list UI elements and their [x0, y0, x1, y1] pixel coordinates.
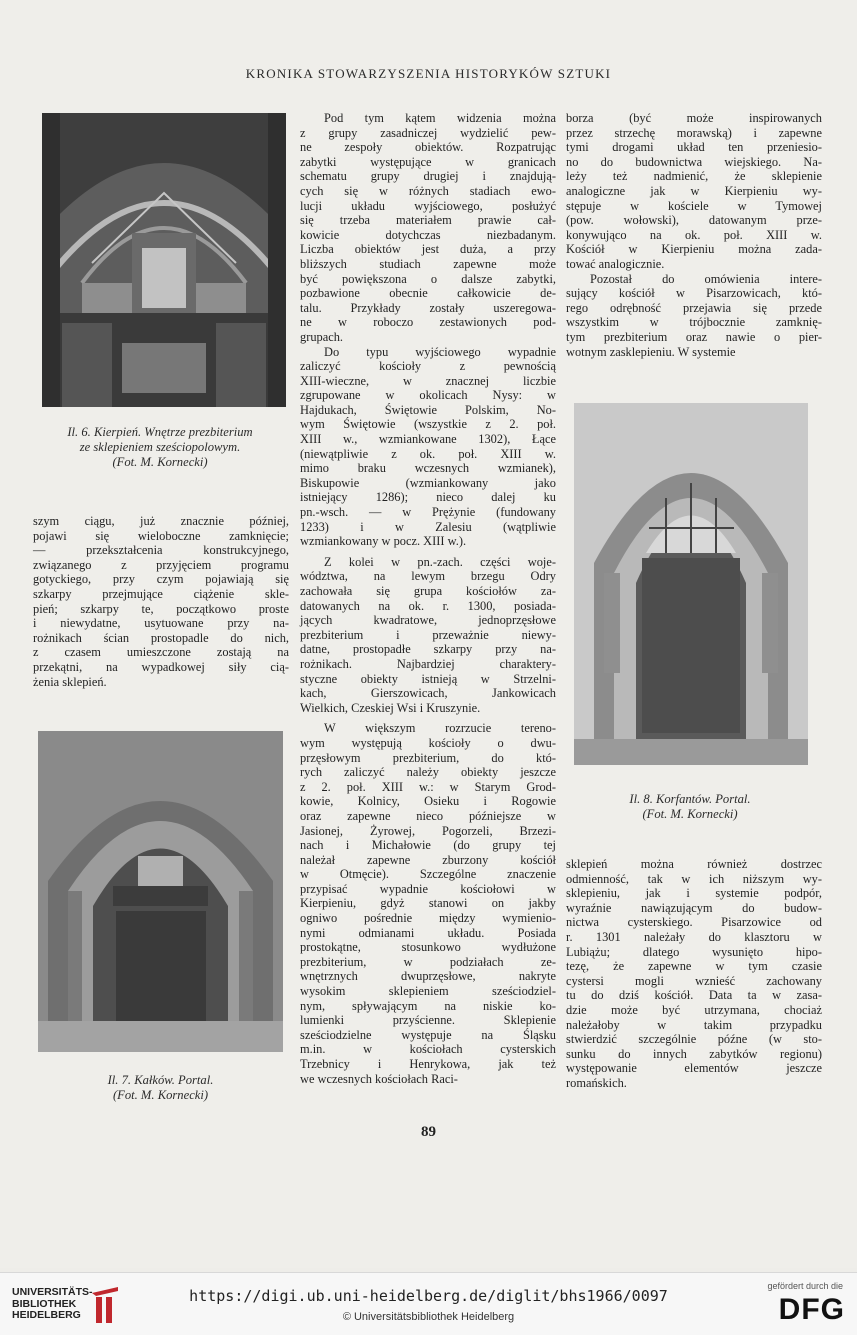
text-line: datne, prostopadłe szkarpy przy na-	[300, 642, 556, 657]
text-line: dzie może być utrzymana, chociaż	[566, 1002, 822, 1017]
text-line: sujący kościół w Pisarzowicach, któ-	[566, 286, 822, 301]
text-line: się trzeba materiałem prawie cał-	[300, 213, 556, 228]
right-column-top-text	[566, 111, 822, 359]
text-line: gotyckiego, przy czym pojawiają się	[33, 572, 289, 587]
text-line: m.in. w kościołach cysterskich	[300, 1042, 556, 1057]
text-line: wnętrznych dwuprzęsłowe, nakryte	[300, 969, 556, 984]
text-line: — przekształcenia konstrukcyjnego,	[33, 543, 289, 558]
caption-fig7	[38, 1073, 283, 1103]
text-line: wszystkim w trójbocznie zamknię-	[566, 315, 822, 330]
text-line: istniejący 1286); nieco dalej ku	[300, 490, 556, 505]
text-line: zachowała się grupa kościołów za-	[300, 584, 556, 598]
text-line: być powiększona o dalsze zabytki,	[300, 271, 556, 286]
text-line: kach, Gierszowicach, Jankowicach	[300, 686, 556, 701]
text-line: cystersi mogli wznieść zachowany	[566, 973, 822, 988]
text-line: Lubiążu; dlatego wysunięto hipo-	[566, 944, 822, 959]
text-line: należał zapewne zburzony kościół	[300, 852, 556, 867]
text-line: nictwa cysterskiego. Pisarzowice od	[566, 915, 822, 930]
text-line: przypisać wypadnie kościołowi w	[300, 881, 556, 896]
text-line: w Otmęcie). Szczególne znaczenie	[300, 867, 556, 882]
footer-bar	[0, 1272, 857, 1335]
text-line: mimo braku wczesnych wzmianek),	[300, 461, 556, 476]
text-line: ne zespoły obiektów. Rozpatrując	[300, 140, 556, 155]
text-line: Jasionej, Żyrowej, Pogorzeli, Brzezi-	[300, 823, 556, 838]
text-line: szkarpy przejmujące ciążenie skle-	[33, 586, 289, 601]
text-line: romańskich.	[566, 1075, 627, 1090]
text-line: sklepieniu, jak i systemie podpór,	[566, 886, 822, 901]
text-line: Wielkich, Czeskiej Wsi i Kruszynie.	[300, 700, 481, 715]
text-line: z grupy zasadniczej wydzielić pew-	[300, 125, 556, 140]
text-line: nym, spływającym na niskie ko-	[300, 998, 556, 1013]
text-line: prezbiterium, w podziałach ze-	[300, 954, 556, 969]
text-line: stępuje w kościele w Tymowej	[566, 198, 822, 213]
text-line: datowanych na ok. r. 1300, posiada-	[300, 598, 556, 613]
text-line: W większym rozrzucie tereno-	[324, 721, 556, 736]
text-line: zabytki występujące w granicach	[300, 154, 556, 169]
text-line: pn.-wsch. — w Prężynie (fundowany	[300, 505, 556, 520]
text-line: grupach.	[300, 329, 344, 344]
text-line: analogiczne jak w Kierpieniu wy-	[566, 183, 822, 198]
text-line: związanego z przyjęciem programu	[33, 557, 289, 572]
text-line: schematu grupy drugiej i znajdują-	[300, 169, 556, 184]
copyright-notice: © Universitätsbibliothek Heidelberg	[342, 1311, 515, 1323]
text-line: jących kwadratowe, jednoprzęsłowe	[300, 613, 556, 628]
text-line: pień; szkarpy te, początkowo proste	[33, 601, 289, 616]
text-line: (pow. wołowski), datowanym prze-	[566, 213, 822, 228]
text-line: styczne obiekty istnieją w Strzelni-	[300, 671, 556, 686]
text-line: ne w roboczo zestawionych pod-	[300, 315, 556, 330]
text-line: borza (być może inspirowanych	[566, 111, 822, 125]
text-line: oraz zapewne nieco późniejsze w	[300, 808, 556, 823]
text-line: kowie, Kolnicy, Osieku i Rogowie	[300, 794, 556, 809]
text-line: Kierpieniu, gdyż stanowi on jakby	[300, 896, 556, 911]
text-line: wysokim sklepieniem sześciodziel-	[300, 984, 556, 999]
text-line: konywująco na ok. poł. XIII w.	[566, 227, 822, 242]
text-line: szym ciągu, już znacznie później,	[33, 514, 289, 528]
caption-fig8-line2: (Fot. M. Kornecki)	[642, 807, 738, 821]
text-line: Pozostał do omówienia intere-	[590, 271, 822, 286]
text-line: nymi odmianami układu. Posiada	[300, 925, 556, 940]
text-line: wództwa, na lewym brzegu Odry	[300, 569, 556, 584]
text-line: no do budownictwa wiejskiego. Na-	[566, 154, 822, 169]
text-line: i niewydatne, usytuowane przy na-	[33, 616, 289, 631]
caption-fig6-line3: (Fot. M. Kornecki)	[112, 455, 208, 469]
funding-label: gefördert durch die	[767, 1281, 843, 1291]
text-line: odmienność, tak w ich niższym wy-	[566, 871, 822, 886]
caption-fig6-line2: ze sklepieniem sześciopolowym.	[79, 440, 241, 454]
text-line: lucji układu wyjściowego, posłużyć	[300, 198, 556, 213]
permalink-url[interactable]: https://digi.ub.uni-heidelberg.de/diglit/bhs1966/0097	[189, 1287, 668, 1305]
text-line: rożnikach ścian prostopadle do nich,	[33, 630, 289, 645]
text-line: we wczesnych kościołach Raci-	[300, 1071, 458, 1086]
text-line: XIII w., wzmiankowane 1302), Łące	[300, 432, 556, 447]
text-line: stwierdzić szczególnie późne (w sto-	[566, 1032, 822, 1047]
caption-fig7-line1: Il. 7. Kałków. Portal.	[107, 1073, 214, 1087]
text-line: tu do dziś kościół. Data ta w zasa-	[566, 988, 822, 1003]
text-line: rożnikach. Najbardziej charaktery-	[300, 656, 556, 671]
text-line: tym prezbiterium oraz nawie o pier-	[566, 329, 822, 344]
photo-kalkow-portal	[38, 731, 283, 1052]
text-line: Hajdukach, Świętowie Polskim, No-	[300, 402, 556, 417]
library-logo-line: UNIVERSITÄTS-	[12, 1286, 93, 1298]
text-line: talu. Przykłady zostały uszeregowa-	[300, 300, 556, 315]
text-line: nach i Michałowie (do grupy tej	[300, 838, 556, 853]
text-line: zgrupowane w okolicach Nysy: w	[300, 388, 556, 403]
text-line: tymi drogami układ ten przeniesio-	[566, 140, 822, 155]
text-line: Pod tym kątem widzenia można	[324, 111, 556, 125]
text-line: pojawi się wieloboczne zamknięcie;	[33, 528, 289, 543]
text-line: r. 1301 należały do klasztoru w	[566, 929, 822, 944]
caption-fig8-line1: Il. 8. Korfantów. Portal.	[629, 792, 751, 806]
text-line: występowanie elementów jeszcze	[566, 1061, 822, 1076]
text-line: rych zaliczyć należy obiekty jeszcze	[300, 765, 556, 780]
text-line: wzmiankowany w pocz. XIII w.).	[300, 534, 467, 549]
text-line: Do typu wyjściowego wypadnie	[324, 344, 556, 359]
text-line: Biskupowie (wzmiankowany jako	[300, 475, 556, 490]
library-logo-line: BIBLIOTHEK	[12, 1297, 77, 1310]
text-line: (niewątpliwie z ok. poł. XIII w.	[300, 446, 556, 461]
caption-fig6-line1: Il. 6. Kierpień. Wnętrze prezbiterium	[67, 425, 253, 439]
text-line: Kościół w Kierpieniu można zada-	[566, 242, 822, 257]
text-line: wotnym zasklepieniu. W systemie	[566, 344, 736, 359]
text-line: tezę, że zapewne w tym czasie	[566, 959, 822, 974]
text-line: bliższych studiach zapewne może	[300, 256, 556, 271]
text-line: ogniwo pośrednie między wymienio-	[300, 911, 556, 926]
middle-column-text	[300, 111, 556, 1086]
text-line: wym Świętowie (wszystkie z 2. poł.	[300, 417, 556, 432]
photo-kierpien-interior	[42, 113, 286, 407]
text-line: sklepień można również dostrzec	[566, 857, 822, 871]
text-line: wym występują kościoły o dwu-	[300, 735, 556, 750]
text-line: Trzebnicy i Henrykowa, jak też	[300, 1057, 556, 1071]
text-line: tować analogicznie.	[566, 256, 665, 271]
text-line: prostokątne, stosunkowo wydłużone	[300, 940, 556, 955]
text-line: przekątni, na wypadkowej siły cią-	[33, 659, 289, 674]
text-line: należałoby w takim przypadku	[566, 1017, 822, 1032]
text-line: cych się w różnych stadiach ewo-	[300, 183, 556, 198]
text-line: Z kolei w pn.-zach. części woje-	[324, 554, 556, 569]
text-line: lumienki przyścienne. Sklepienie	[300, 1013, 556, 1028]
text-line: przęsłowym prezbiterium, do któ-	[300, 750, 556, 765]
text-line: z czasem umieszczone zostają na	[33, 645, 289, 660]
text-line: sunku do innych zabytków regionu)	[566, 1046, 822, 1061]
right-column-bottom-text	[566, 857, 822, 1091]
caption-fig7-line2: (Fot. M. Kornecki)	[112, 1088, 209, 1102]
text-line: przez strzechę morawską) i zapewne	[566, 125, 822, 140]
text-line: z 2. poł. XIII w.: w Starym Grod-	[300, 779, 556, 794]
text-line: XIII-wieczne, w znacznej liczbie	[300, 373, 556, 388]
text-line: żenia sklepień.	[33, 674, 107, 689]
running-head: KRONIKA STOWARZYSZENIA HISTORYKÓW SZTUKI	[245, 66, 612, 81]
text-line: prezbiterium i przeważnie niewy-	[300, 627, 556, 642]
left-column-text	[33, 514, 289, 689]
text-line: Liczba obiektów jest duża, a przy	[300, 242, 556, 257]
text-line: kowicie dotychczas niezbadanym.	[300, 227, 556, 242]
text-line: 1233) i w Zalesiu (wątpliwie	[300, 519, 556, 534]
text-line: leży też nadmienić, że sklepienie	[566, 169, 822, 184]
page-number: 89	[421, 1124, 436, 1140]
text-line: rego odrębność przejawia się przede	[566, 300, 822, 315]
text-line: zaliczyć kościoły z pewnością	[300, 359, 556, 374]
text-line: wyraźnie nawiązującym do budow-	[566, 900, 822, 915]
photo-korfantow-portal	[574, 403, 808, 765]
caption-fig6	[30, 425, 290, 470]
caption-fig8	[570, 792, 810, 822]
text-line: pozbawione obecnie całkowicie de-	[300, 286, 556, 301]
text-line: sześciodzielne występuje na Śląsku	[300, 1027, 556, 1042]
library-logo-line: HEIDELBERG	[12, 1309, 81, 1321]
dfg-logo[interactable]: DFG	[778, 1293, 845, 1326]
